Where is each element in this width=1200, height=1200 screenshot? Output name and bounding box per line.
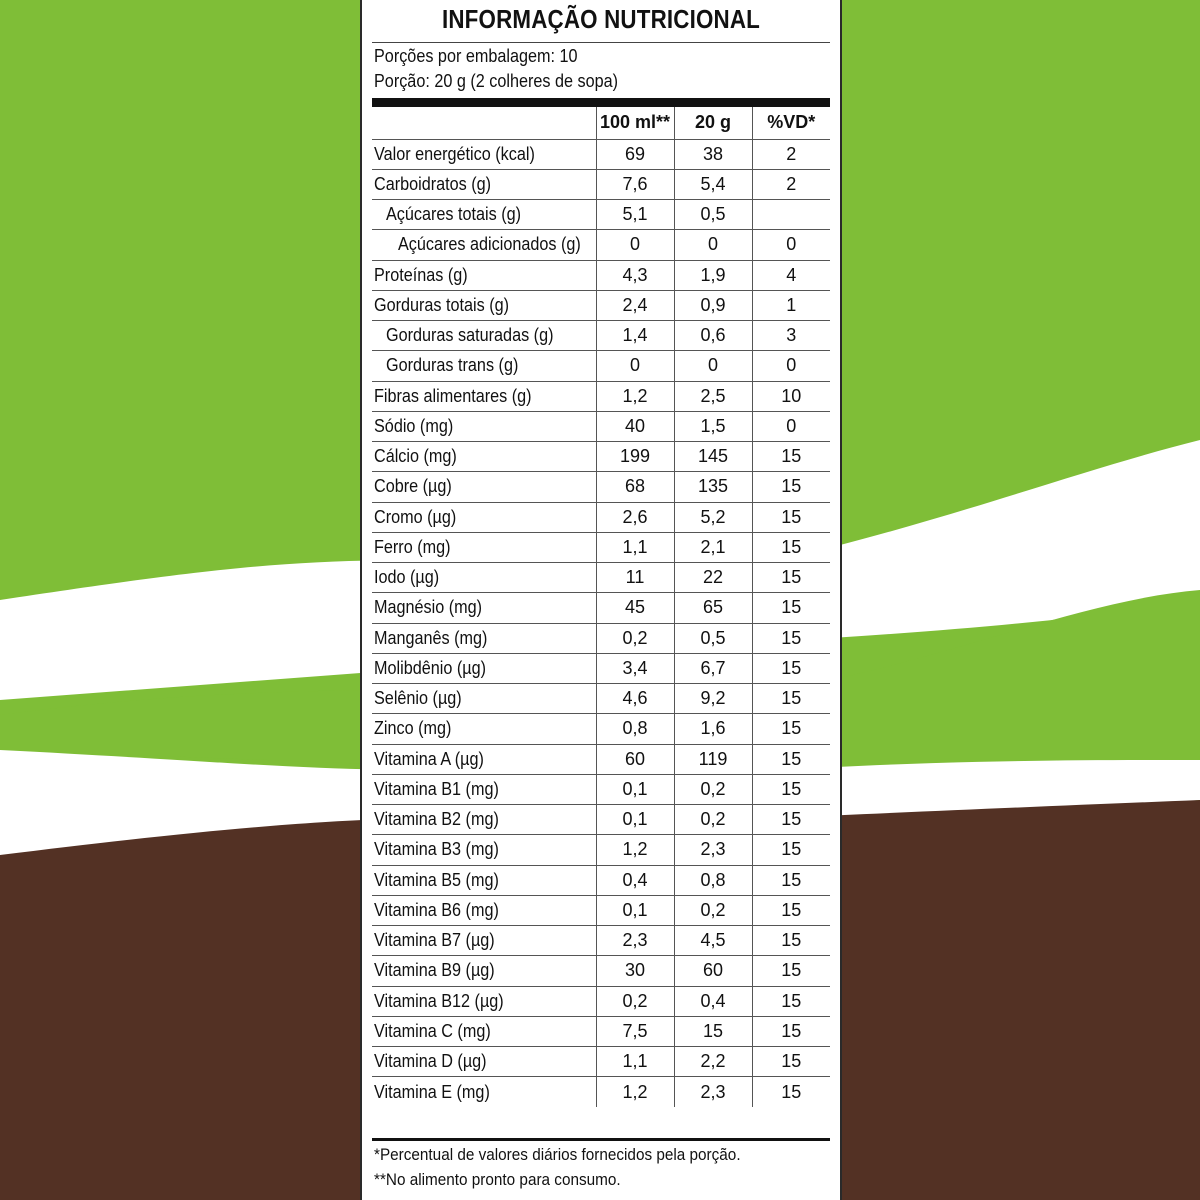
table-row [372,653,830,683]
nutrient-name [372,774,596,804]
serving-size: Porção: 20 g (2 colheres de sopa) [374,71,619,91]
value-vd: 15 [752,532,830,562]
nutrient-name [372,563,596,593]
table-row [372,986,830,1016]
table-row [372,926,830,956]
nutrient-name [372,593,596,623]
value-20g: 2,5 [674,381,752,411]
table-row [372,1047,830,1077]
nutrient-name-text: Vitamina D (µg) [374,1051,487,1072]
nutrient-name [372,1016,596,1046]
value-vd: 15 [752,926,830,956]
nutrient-name-text: Manganês (mg) [374,627,488,648]
nutrient-name [372,1047,596,1077]
value-20g: 38 [674,139,752,169]
footnote-ready-to-eat: **No alimento pronto para consumo. [374,1170,621,1189]
nutrient-name [372,714,596,744]
value-vd: 15 [752,1047,830,1077]
nutrient-name [372,260,596,290]
column-header-100ml: 100 ml** [596,107,674,139]
value-vd: 15 [752,442,830,472]
value-vd: 2 [752,169,830,199]
table-row [372,895,830,925]
header-thick-bar [372,98,830,107]
table-row [372,381,830,411]
value-vd: 15 [752,956,830,986]
value-20g: 0 [674,230,752,260]
value-vd: 15 [752,502,830,532]
table-row [372,774,830,804]
value-100ml: 0,2 [596,986,674,1016]
nutrient-name-text: Vitamina B5 (mg) [374,869,499,890]
footnote-vd: *Percentual de valores diários fornecidos pela porção. [374,1145,741,1164]
value-100ml: 1,1 [596,532,674,562]
label-title: INFORMAÇÃO NUTRICIONAL [441,4,761,34]
nutrient-name [372,321,596,351]
value-20g: 2,3 [674,835,752,865]
table-row [372,502,830,532]
nutrient-name [372,290,596,320]
value-100ml: 2,3 [596,926,674,956]
value-100ml: 0 [596,351,674,381]
nutrient-name-text: Cromo (µg) [374,506,457,527]
value-100ml: 2,4 [596,290,674,320]
nutrient-name [372,381,596,411]
value-vd: 10 [752,381,830,411]
value-vd: 15 [752,1016,830,1046]
nutrient-name-text: Iodo (µg) [374,567,440,588]
value-100ml: 7,6 [596,169,674,199]
value-20g: 119 [674,744,752,774]
table-row [372,623,830,653]
nutrient-name-text: Vitamina C (mg) [374,1020,491,1041]
value-vd: 0 [752,411,830,441]
value-100ml: 68 [596,472,674,502]
value-vd: 15 [752,623,830,653]
table-row [372,593,830,623]
nutrient-name-text: Magnésio (mg) [374,597,483,618]
table-row [372,472,830,502]
value-20g: 0,5 [674,200,752,230]
value-100ml: 1,1 [596,1047,674,1077]
value-20g: 0,6 [674,321,752,351]
nutrient-name-text: Açúcares adicionados (g) [398,234,581,255]
table-row [372,290,830,320]
nutrient-name-text: Gorduras trans (g) [386,355,519,376]
value-100ml: 7,5 [596,1016,674,1046]
value-20g: 145 [674,442,752,472]
value-20g: 0,8 [674,865,752,895]
nutrient-name [372,411,596,441]
nutrient-name-text: Vitamina B3 (mg) [374,839,499,860]
value-100ml: 45 [596,593,674,623]
value-vd: 0 [752,230,830,260]
nutrient-name-text: Vitamina B6 (mg) [374,899,499,920]
nutrient-name-text: Fibras alimentares (g) [374,385,532,406]
table-row [372,200,830,230]
value-20g: 5,2 [674,502,752,532]
value-100ml: 0,1 [596,895,674,925]
nutrient-name [372,805,596,835]
nutrition-table-body [372,139,830,1107]
value-vd: 15 [752,714,830,744]
value-100ml: 69 [596,139,674,169]
nutrient-name [372,169,596,199]
value-vd: 4 [752,260,830,290]
table-row [372,1016,830,1046]
value-20g: 6,7 [674,653,752,683]
nutrient-name-text: Zinco (mg) [374,718,452,739]
table-row [372,744,830,774]
value-100ml: 1,2 [596,835,674,865]
value-20g: 0,9 [674,290,752,320]
nutrient-name-text: Vitamina A (µg) [374,748,484,769]
nutrient-name [372,351,596,381]
value-100ml: 3,4 [596,653,674,683]
value-20g: 0,4 [674,986,752,1016]
value-20g: 4,5 [674,926,752,956]
nutrient-name [372,684,596,714]
nutrient-name-text: Cobre (µg) [374,476,452,497]
value-100ml: 1,2 [596,1077,674,1107]
table-row [372,714,830,744]
value-vd: 15 [752,895,830,925]
table-row [372,865,830,895]
nutrient-name-text: Vitamina B1 (mg) [374,778,499,799]
value-vd: 15 [752,563,830,593]
value-vd: 15 [752,835,830,865]
table-row [372,321,830,351]
table-row [372,411,830,441]
nutrient-name-text: Gorduras saturadas (g) [386,325,554,346]
value-vd: 3 [752,321,830,351]
value-100ml: 11 [596,563,674,593]
value-100ml: 199 [596,442,674,472]
value-vd: 15 [752,684,830,714]
value-vd: 15 [752,986,830,1016]
value-vd: 15 [752,805,830,835]
nutrient-name-text: Carboidratos (g) [374,173,492,194]
value-vd: 0 [752,351,830,381]
table-row [372,532,830,562]
nutrient-name [372,895,596,925]
column-header-nutrient [372,107,596,139]
nutrient-name [372,139,596,169]
table-row [372,169,830,199]
table-row [372,442,830,472]
nutrient-name [372,623,596,653]
table-row [372,230,830,260]
nutrient-name-text: Vitamina B12 (µg) [374,990,504,1011]
value-vd: 15 [752,744,830,774]
nutrient-name [372,442,596,472]
nutrient-name-text: Ferro (mg) [374,536,451,557]
value-20g: 2,2 [674,1047,752,1077]
column-header-vd: %VD* [752,107,830,139]
nutrient-name-text: Proteínas (g) [374,264,468,285]
value-vd: 1 [752,290,830,320]
value-20g: 0,2 [674,805,752,835]
value-vd: 15 [752,593,830,623]
value-20g: 65 [674,593,752,623]
title-divider [372,42,830,43]
nutrient-name-text: Vitamina E (mg) [374,1081,490,1102]
table-row [372,563,830,593]
value-vd: 15 [752,865,830,895]
value-20g: 9,2 [674,684,752,714]
value-100ml: 1,2 [596,381,674,411]
value-20g: 60 [674,956,752,986]
footer-thick-bar [372,1138,830,1141]
column-header-20g: 20 g [674,107,752,139]
servings-per-package: Porções por embalagem: 10 [374,46,578,66]
nutrient-name-text: Sódio (mg) [374,415,454,436]
value-20g: 0,2 [674,774,752,804]
value-100ml: 5,1 [596,200,674,230]
value-vd: 2 [752,139,830,169]
value-20g: 2,3 [674,1077,752,1107]
table-row [372,835,830,865]
value-100ml: 4,3 [596,260,674,290]
value-100ml: 0,4 [596,865,674,895]
nutrition-table [372,107,830,1107]
value-vd: 15 [752,1077,830,1107]
value-20g: 0,2 [674,895,752,925]
nutrient-name-text: Vitamina B2 (mg) [374,809,499,830]
value-20g: 22 [674,563,752,593]
table-row [372,956,830,986]
table-row [372,805,830,835]
value-100ml: 4,6 [596,684,674,714]
value-vd: 15 [752,653,830,683]
value-100ml: 1,4 [596,321,674,351]
value-20g: 0 [674,351,752,381]
value-100ml: 0,2 [596,623,674,653]
nutrient-name [372,956,596,986]
value-20g: 1,9 [674,260,752,290]
value-100ml: 40 [596,411,674,441]
nutrient-name [372,865,596,895]
nutrient-name-text: Gorduras totais (g) [374,294,510,315]
table-row [372,351,830,381]
value-20g: 2,1 [674,532,752,562]
value-20g: 5,4 [674,169,752,199]
nutrient-name-text: Açúcares totais (g) [386,204,522,225]
nutrient-name-text: Selênio (µg) [374,688,462,709]
nutrient-name-text: Cálcio (mg) [374,446,457,467]
value-20g: 1,5 [674,411,752,441]
nutrition-label [360,0,842,1200]
value-20g: 135 [674,472,752,502]
value-100ml: 0,1 [596,774,674,804]
table-row [372,260,830,290]
nutrient-name [372,472,596,502]
nutrient-name-text: Molibdênio (µg) [374,657,486,678]
value-100ml: 0,8 [596,714,674,744]
nutrient-name-text: Vitamina B9 (µg) [374,960,495,981]
value-100ml: 0,1 [596,805,674,835]
value-100ml: 0 [596,230,674,260]
nutrient-name [372,986,596,1016]
nutrient-name [372,230,596,260]
nutrient-name [372,502,596,532]
nutrient-name [372,200,596,230]
nutrient-name [372,835,596,865]
nutrient-name-text: Valor energético (kcal) [374,143,535,164]
value-100ml: 2,6 [596,502,674,532]
table-row [372,1077,830,1107]
value-20g: 0,5 [674,623,752,653]
value-100ml: 60 [596,744,674,774]
table-header-row [372,107,830,139]
nutrient-name-text: Vitamina B7 (µg) [374,930,495,951]
value-100ml: 30 [596,956,674,986]
nutrient-name [372,653,596,683]
nutrient-name [372,532,596,562]
value-vd [752,200,830,230]
value-20g: 15 [674,1016,752,1046]
value-vd: 15 [752,774,830,804]
value-vd: 15 [752,472,830,502]
value-20g: 1,6 [674,714,752,744]
nutrient-name [372,1077,596,1107]
table-row [372,684,830,714]
nutrient-name [372,744,596,774]
nutrient-name [372,926,596,956]
table-row [372,139,830,169]
